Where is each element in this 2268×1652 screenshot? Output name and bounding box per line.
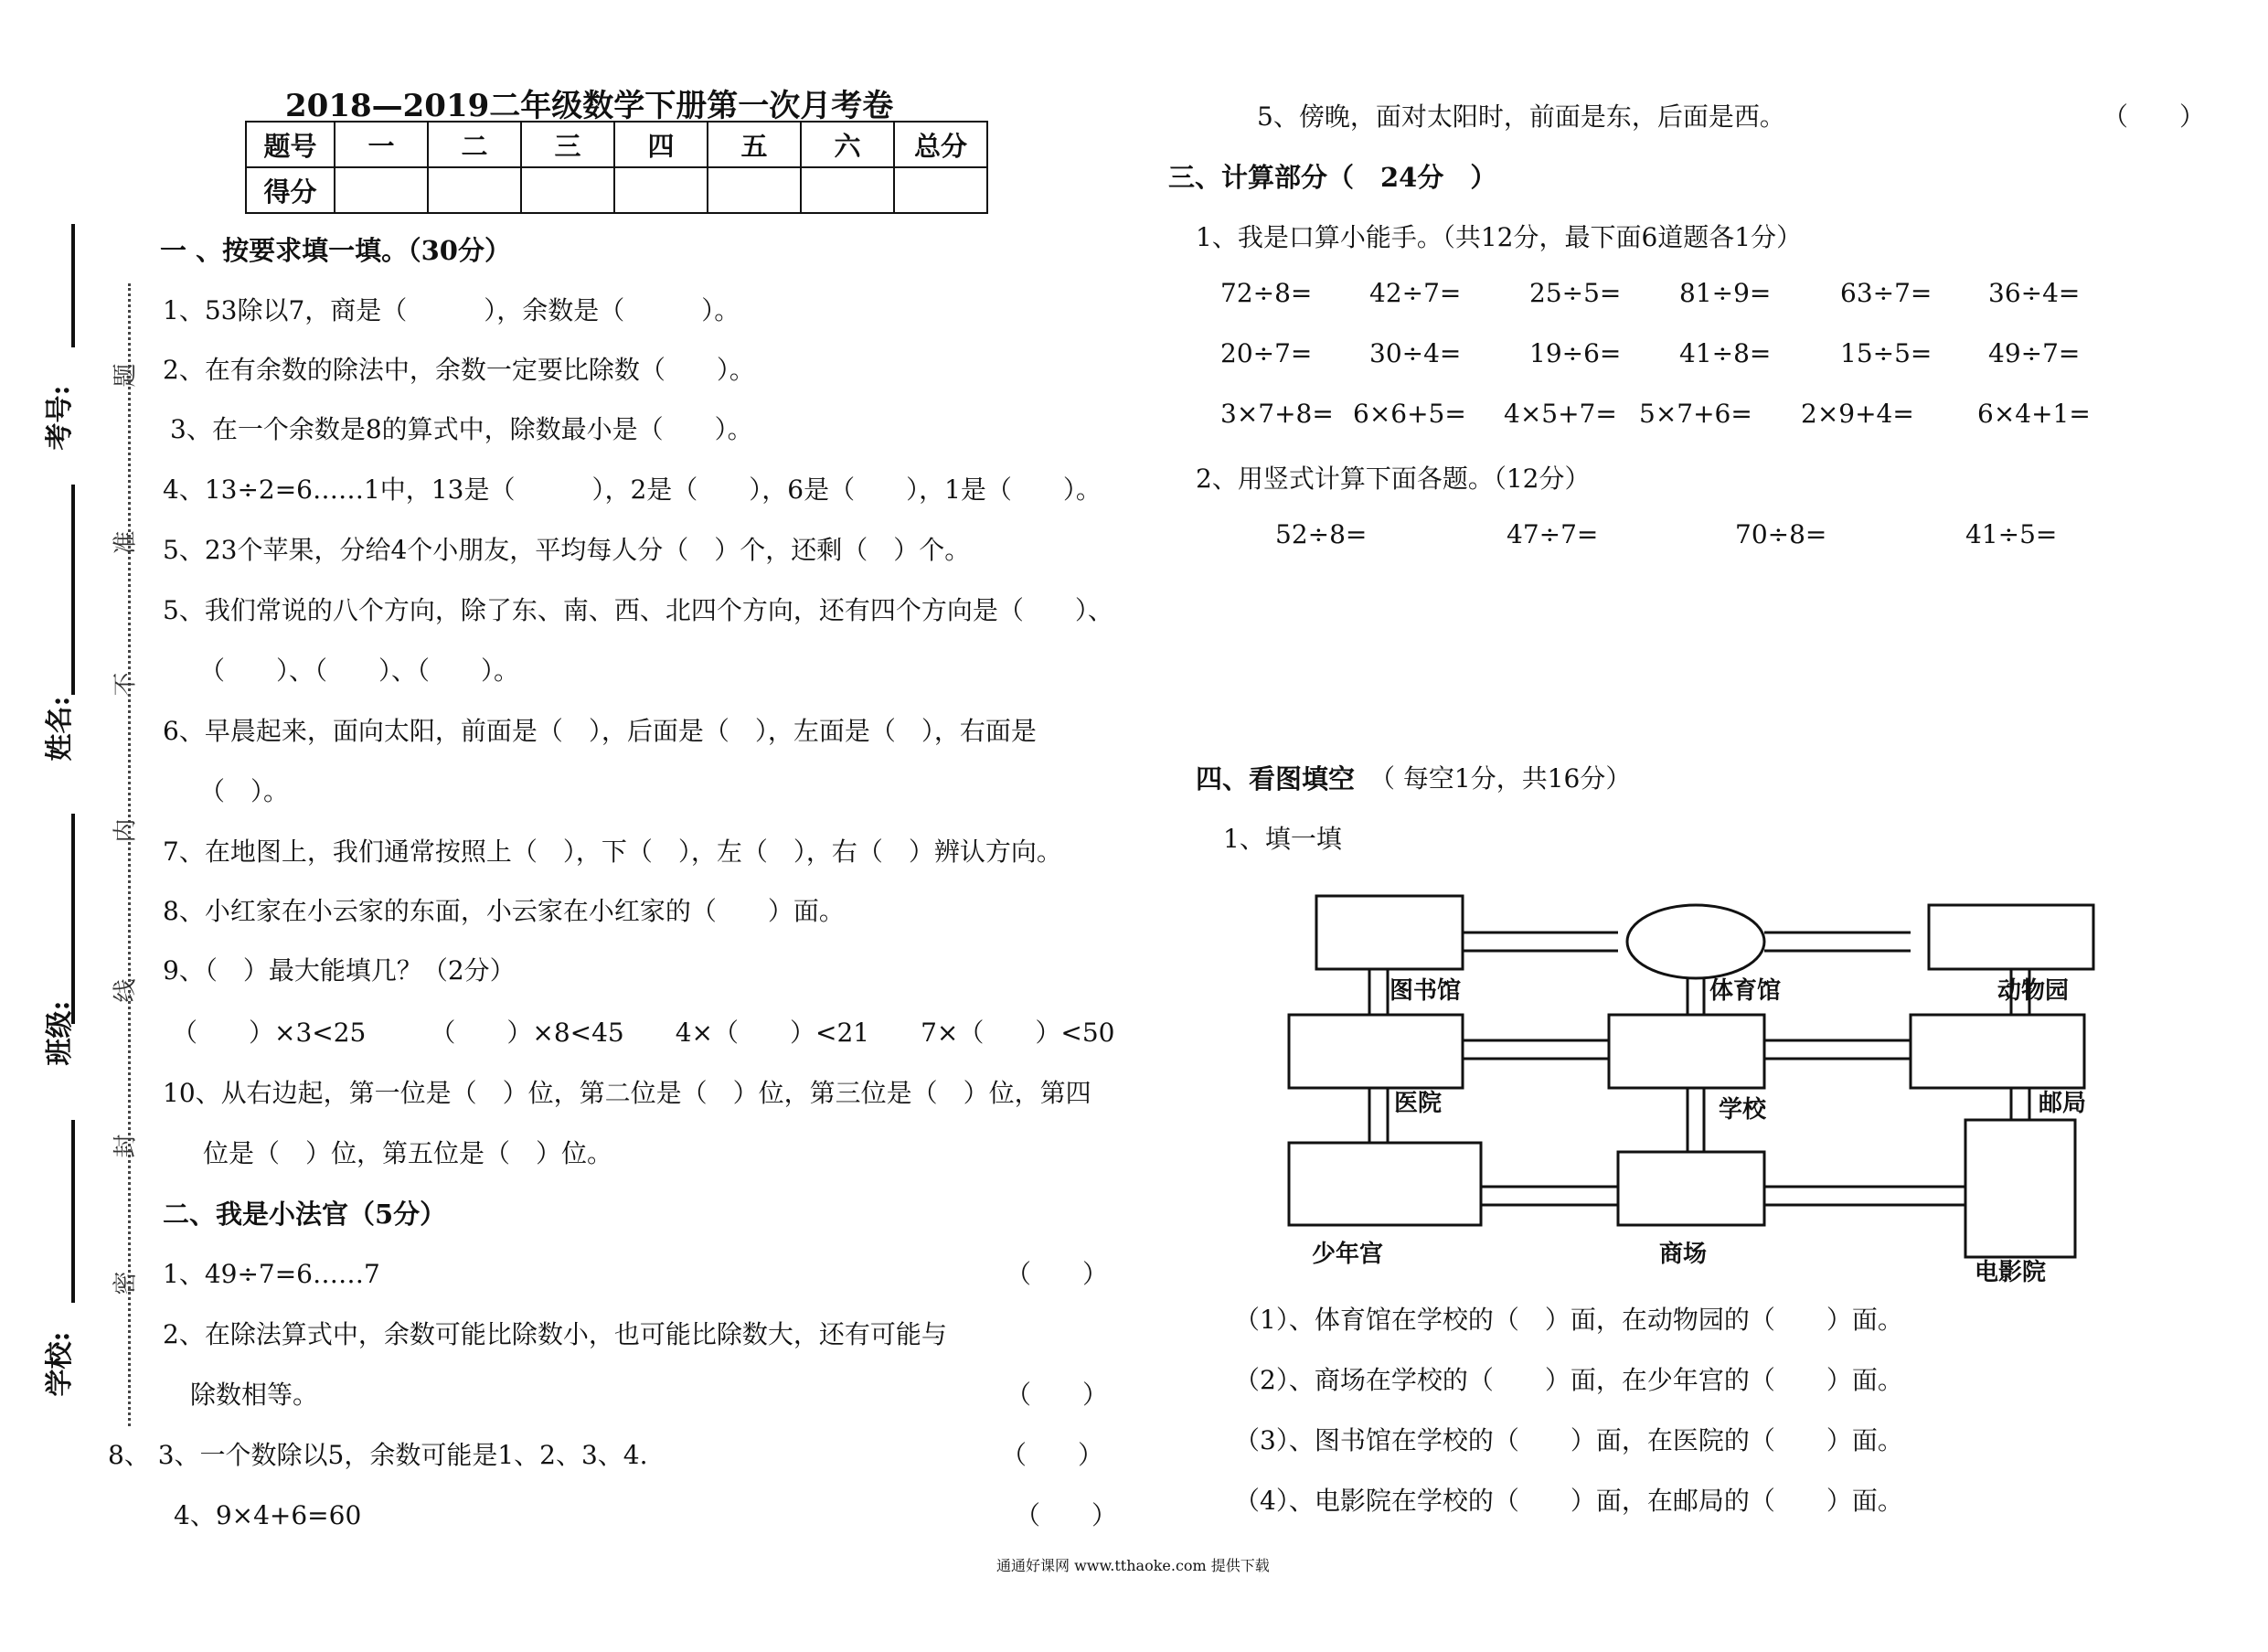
footer-credit: 通通好课网 www.tthaoke.com 提供下载 bbox=[996, 1557, 1270, 1574]
score-cell[interactable] bbox=[428, 167, 521, 213]
map-label-school: 学校 bbox=[1719, 1096, 1767, 1124]
calc-item: 49÷7= bbox=[1988, 338, 2081, 368]
section3-heading: 三、计算部分（ 24分 ） bbox=[1168, 162, 1497, 193]
question-item: （ ）×3<25 （ ）×8<45 4×（ ）<21 7×（ ）<50 bbox=[172, 1018, 1115, 1048]
score-header-cell: 四 bbox=[614, 122, 708, 167]
calc-item: 6×6+5= bbox=[1353, 399, 1466, 429]
vertical-calc-item: 70÷8= bbox=[1735, 519, 1827, 549]
score-header-cell: 五 bbox=[708, 122, 801, 167]
seal-char: 准 bbox=[112, 530, 140, 555]
score-header-cell: 六 bbox=[801, 122, 894, 167]
section1-heading: 一 、按要求填一填。（30分） bbox=[160, 235, 511, 266]
calc-item: 42÷7= bbox=[1369, 278, 1462, 308]
school-label: 学校: bbox=[44, 1331, 76, 1397]
map-question: （3）、图书馆在学校的（ ）面，在医院的（ ）面。 bbox=[1234, 1425, 1903, 1455]
calc-item: 63÷7= bbox=[1840, 278, 1933, 308]
map-label-cinema: 电影院 bbox=[1975, 1259, 2047, 1286]
binding-line bbox=[71, 224, 75, 347]
calc-item: 30÷4= bbox=[1369, 338, 1462, 368]
map-question: （1）、体育馆在学校的（ ）面，在动物园的（ ）面。 bbox=[1234, 1305, 1903, 1335]
section3-sub2: 2、用竖式计算下面各题。（12分） bbox=[1196, 464, 1591, 494]
map-label-zoo: 动物园 bbox=[1997, 977, 2070, 1005]
direction-map bbox=[1252, 878, 2103, 1289]
map-question: （2）、商场在学校的（ ）面，在少年宫的（ ）面。 bbox=[1234, 1365, 1903, 1395]
judge-paren[interactable]: （ ） bbox=[1006, 1380, 1109, 1410]
calc-item: 2×9+4= bbox=[1801, 399, 1914, 429]
zoo-building-icon bbox=[1929, 905, 2093, 969]
judge-item: 5、傍晚，面对太阳时，前面是东，后面是西。 bbox=[1257, 101, 1785, 132]
question-item: 10、从右边起，第一位是（ ）位，第二位是（ ）位，第三位是（ ）位，第四 bbox=[163, 1078, 1091, 1108]
score-cell[interactable] bbox=[614, 167, 708, 213]
calc-item: 3×7+8= bbox=[1220, 399, 1334, 429]
binding-line bbox=[71, 1120, 75, 1303]
page-title: 2018—2019二年级数学下册第一次月考卷 bbox=[285, 88, 894, 124]
calc-item: 15÷5= bbox=[1840, 338, 1933, 368]
seal-char: 线 bbox=[112, 978, 140, 1003]
calc-item: 41÷8= bbox=[1679, 338, 1772, 368]
question-item: 1、53除以7，商是（ ），余数是（ ）。 bbox=[163, 295, 740, 325]
section3-sub1: 1、我是口算小能手。（共12分，最下面6道题各1分） bbox=[1196, 222, 1803, 252]
map-question: （4）、电影院在学校的（ ）面，在邮局的（ ）面。 bbox=[1234, 1486, 1903, 1516]
question-item: （ ）。 bbox=[199, 776, 290, 806]
map-label-post-office: 邮局 bbox=[2039, 1090, 2087, 1117]
map-label-hospital: 医院 bbox=[1394, 1090, 1443, 1117]
score-header-cell: 二 bbox=[428, 122, 521, 167]
judge-item: 除数相等。 bbox=[190, 1380, 319, 1410]
section4-sub1: 1、填一填 bbox=[1223, 824, 1342, 854]
library-building-icon bbox=[1316, 896, 1463, 969]
binding-line bbox=[71, 814, 75, 1024]
seal-char: 不 bbox=[112, 672, 140, 697]
seal-dotted-line bbox=[128, 283, 131, 1426]
question-item: 7、在地图上，我们通常按照上（ ），下（ ），左（ ），右（ ）辨认方向。 bbox=[163, 837, 1062, 867]
map-label-gym: 体育馆 bbox=[1709, 977, 1782, 1005]
map-label-library: 图书馆 bbox=[1390, 977, 1462, 1005]
score-cell[interactable] bbox=[335, 167, 428, 213]
score-table bbox=[245, 121, 988, 214]
vertical-calc-item: 41÷5= bbox=[1965, 519, 2058, 549]
score-header-cell: 总分 bbox=[894, 122, 987, 167]
question-item: 2、在有余数的除法中，余数一定要比除数（ ）。 bbox=[163, 355, 755, 385]
question-item: 5、我们常说的八个方向，除了东、南、西、北四个方向，还有四个方向是（ ）、 bbox=[163, 595, 1113, 625]
map-label-mall: 商场 bbox=[1659, 1241, 1708, 1268]
score-header-cell: 一 bbox=[335, 122, 428, 167]
gym-building-icon bbox=[1627, 905, 1764, 978]
section2-heading: 二、我是小法官（5分） bbox=[163, 1199, 447, 1230]
score-table-header-row bbox=[246, 122, 987, 167]
calc-item: 5×7+6= bbox=[1639, 399, 1752, 429]
score-cell[interactable] bbox=[894, 167, 987, 213]
question-item: 位是（ ）位，第五位是（ ）位。 bbox=[203, 1138, 613, 1168]
name-label: 姓名: bbox=[44, 696, 76, 762]
question-item: 8、小红家在小云家的东面，小云家在小红家的（ ）面。 bbox=[163, 896, 845, 926]
section4-heading-note: （ 每空1分，共16分） bbox=[1369, 763, 1632, 794]
post-office-building-icon bbox=[1911, 1015, 2084, 1088]
calc-item: 81÷9= bbox=[1679, 278, 1772, 308]
score-row-label: 得分 bbox=[246, 167, 335, 213]
hospital-building-icon bbox=[1289, 1015, 1463, 1088]
vertical-calc-item: 47÷7= bbox=[1507, 519, 1599, 549]
judge-paren[interactable]: （ ） bbox=[2103, 101, 2206, 132]
judge-paren[interactable]: （ ） bbox=[1015, 1500, 1118, 1530]
calc-item: 25÷5= bbox=[1529, 278, 1622, 308]
seal-char: 题 bbox=[112, 363, 140, 388]
calc-item: 4×5+7= bbox=[1504, 399, 1617, 429]
judge-item: 2、在除法算式中，余数可能比除数小，也可能比除数大，还有可能与 bbox=[163, 1319, 947, 1349]
school-building-icon bbox=[1609, 1015, 1764, 1088]
binding-line bbox=[71, 485, 75, 695]
judge-item: 4、9×4+6=60 bbox=[174, 1500, 362, 1530]
judge-item: 1、49÷7=6……7 bbox=[163, 1259, 380, 1289]
question-item: 3、在一个余数是8的算式中，除数最小是（ ）。 bbox=[170, 414, 753, 444]
calc-item: 19÷6= bbox=[1529, 338, 1622, 368]
section4-heading: 四、看图填空 bbox=[1196, 763, 1356, 794]
score-header-cell: 三 bbox=[521, 122, 614, 167]
question-item: 5、23个苹果，分给4个小朋友，平均每人分（ ）个，还剩（ ）个。 bbox=[163, 535, 971, 565]
question-item: （ ）、（ ）、（ ）。 bbox=[199, 655, 520, 686]
seal-char: 内 bbox=[112, 818, 140, 843]
seal-char: 密 bbox=[112, 1271, 140, 1295]
calc-item: 20÷7= bbox=[1220, 338, 1313, 368]
calc-item: 36÷4= bbox=[1988, 278, 2081, 308]
judge-item: 8、 3、一个数除以5，余数可能是1、2、3、4. bbox=[108, 1440, 648, 1470]
score-header-cell: 题号 bbox=[246, 122, 335, 167]
question-item: 4、13÷2=6……1中，13是（ ），2是（ ），6是（ ），1是（ ）。 bbox=[163, 474, 1102, 505]
map-label-youth-palace: 少年宫 bbox=[1312, 1241, 1384, 1268]
mall-building-icon bbox=[1618, 1152, 1764, 1225]
score-table-score-row bbox=[246, 167, 987, 213]
cinema-building-icon bbox=[1965, 1120, 2075, 1257]
calc-item: 6×4+1= bbox=[1977, 399, 2091, 429]
exam-number-label: 考号: bbox=[44, 385, 76, 451]
vertical-calc-item: 52÷8= bbox=[1275, 519, 1368, 549]
score-cell[interactable] bbox=[801, 167, 894, 213]
score-cell[interactable] bbox=[521, 167, 614, 213]
judge-paren[interactable]: （ ） bbox=[1001, 1440, 1104, 1470]
score-cell[interactable] bbox=[708, 167, 801, 213]
question-item: 6、早晨起来，面向太阳，前面是（ ），后面是（ ），左面是（ ），右面是 bbox=[163, 716, 1037, 746]
class-label: 班级: bbox=[44, 1000, 76, 1066]
question-item: 9、（ ）最大能填几？（2分） bbox=[163, 955, 516, 986]
youth-palace-building-icon bbox=[1289, 1143, 1481, 1225]
calc-item: 72÷8= bbox=[1220, 278, 1313, 308]
seal-char: 封 bbox=[112, 1134, 140, 1158]
judge-paren[interactable]: （ ） bbox=[1006, 1259, 1109, 1289]
